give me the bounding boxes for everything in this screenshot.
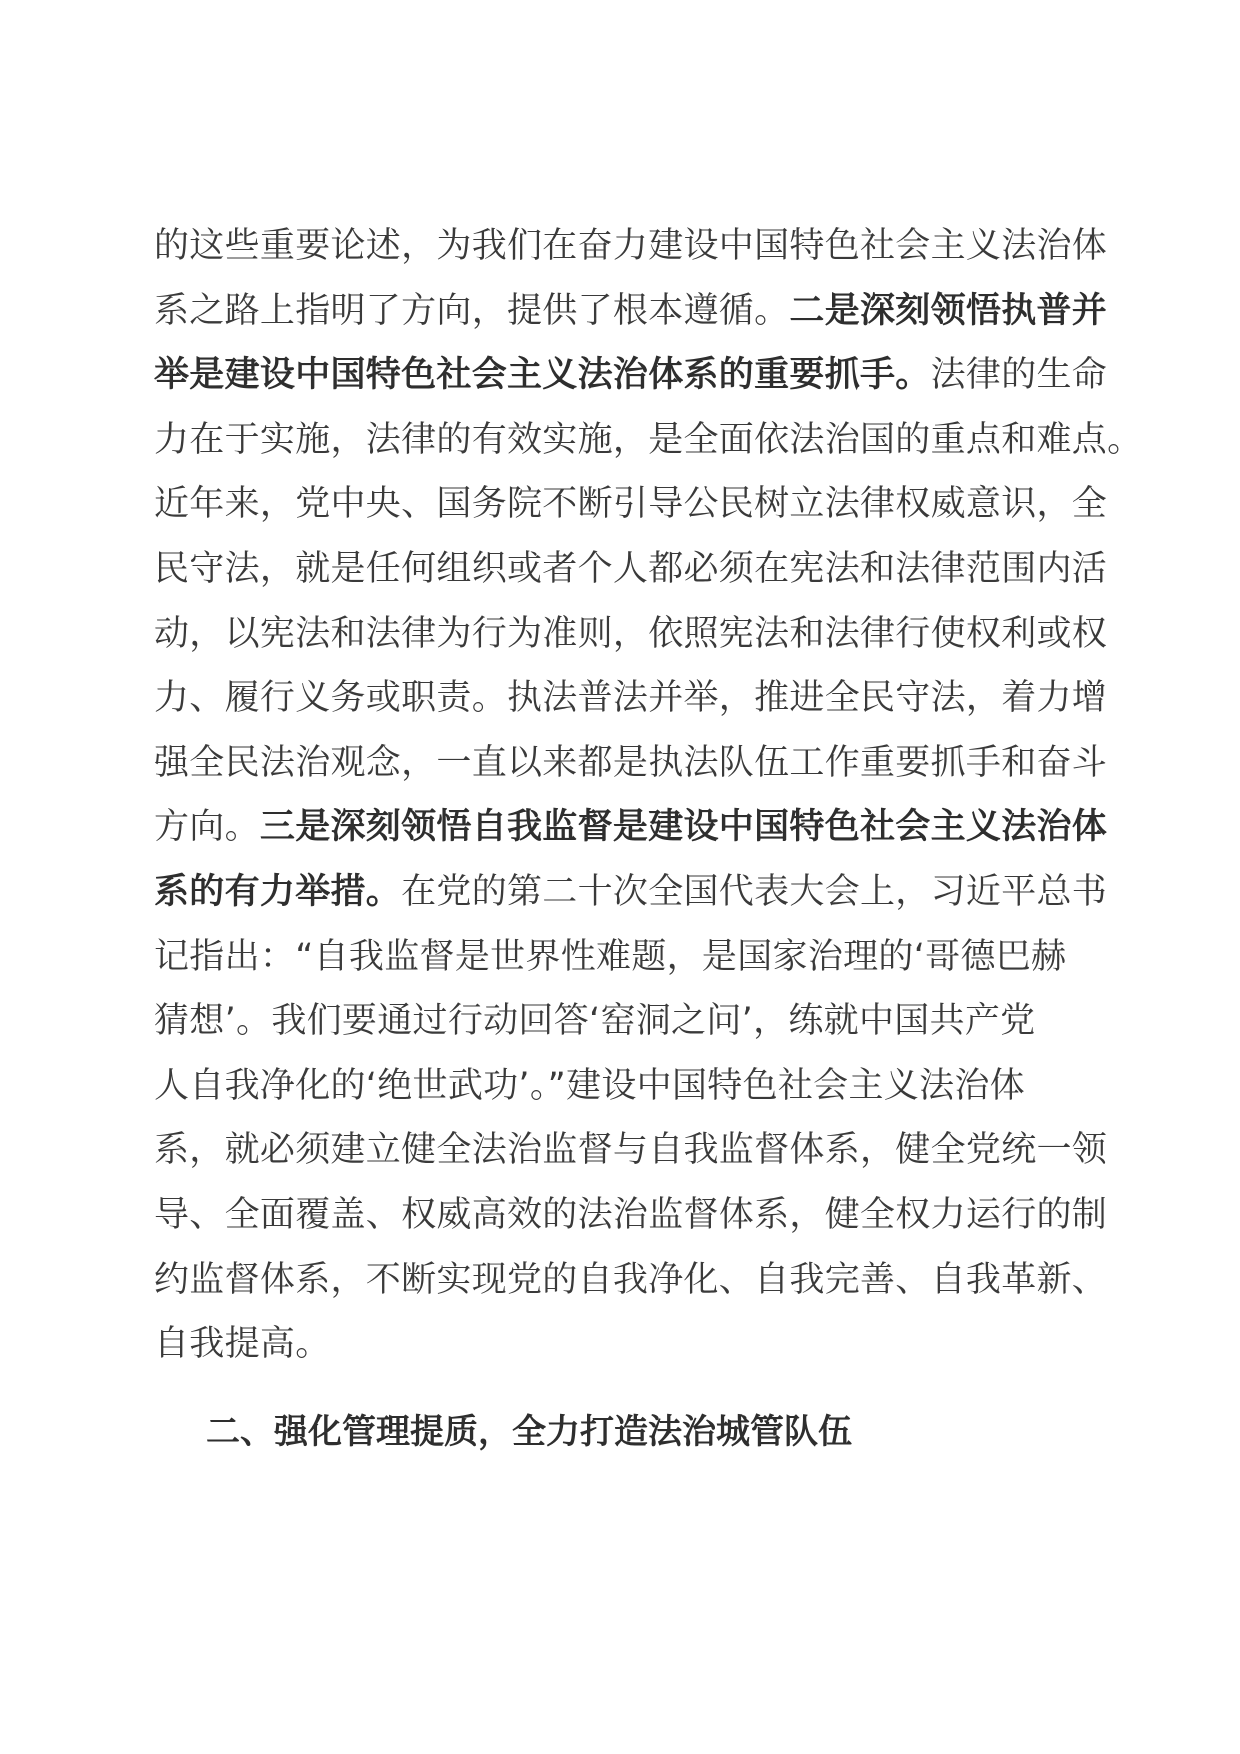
text-line: 系，就必须建立健全法治监督与自我监督体系，健全党统一领 — [154, 1130, 1108, 1171]
body-paragraph — [154, 214, 1142, 1377]
text-line: 导、全面覆盖、权威高效的法治监督体系，健全权力运行的制 — [154, 1194, 1108, 1235]
text-line: 的这些重要论述，为我们在奋力建设中国特色社会主义法治体 — [154, 226, 1108, 266]
text-line: 近年来，党中央、国务院不断引导公民树立法律权威意识，全 — [154, 484, 1108, 525]
text-line: 方向。三是深刻领悟自我监督是建设中国特色社会主义法治体 — [154, 807, 1108, 848]
text-line: 约监督体系，不断实现党的自我净化、自我完善、自我革新、 — [154, 1259, 1108, 1300]
text-line: 自我提高。 — [154, 1324, 331, 1365]
bold-text: 系的有力举措。 — [154, 871, 402, 912]
text-line: 系之路上指明了方向，提供了根本遵循。二是深刻领悟执普并 — [154, 290, 1108, 331]
bold-text: 三是深刻领悟自我监督是建设中国特色社会主义法治体 — [259, 807, 1108, 848]
section-heading: 二、强化管理提质，全力打造法治城管队伍 — [206, 1412, 852, 1452]
text-line: 民守法，就是任何组织或者个人都必须在宪法和法律范围内活 — [154, 548, 1108, 589]
bold-text: 二是深刻领悟执普并 — [789, 290, 1108, 331]
text-line: 人自我净化的‘绝世武功’。”建设中国特色社会主义法治体 — [154, 1065, 1025, 1106]
text-line: 举是建设中国特色社会主义法治体系的重要抓手。法律的生命 — [154, 355, 1108, 396]
bold-text: 举是建设中国特色社会主义法治体系的重要抓手。 — [154, 355, 931, 396]
text-line: 猜想’。我们要通过行动回答‘窑洞之问’，练就中国共产党 — [154, 1001, 1036, 1042]
text-line: 系的有力举措。在党的第二十次全国代表大会上，习近平总书 — [154, 871, 1108, 912]
text-line: 动，以宪法和法律为行为准则，依照宪法和法律行使权利或权 — [154, 613, 1108, 654]
text-line: 力在于实施，法律的有效实施，是全面依法治国的重点和难点。 — [154, 419, 1143, 460]
text-line: 记指出：“自我监督是世界性难题，是国家治理的‘哥德巴赫 — [154, 936, 1067, 977]
text-line: 强全民法治观念，一直以来都是执法队伍工作重要抓手和奋斗 — [154, 742, 1108, 783]
text-line: 力、履行义务或职责。执法普法并举，推进全民守法，着力增 — [154, 678, 1108, 719]
